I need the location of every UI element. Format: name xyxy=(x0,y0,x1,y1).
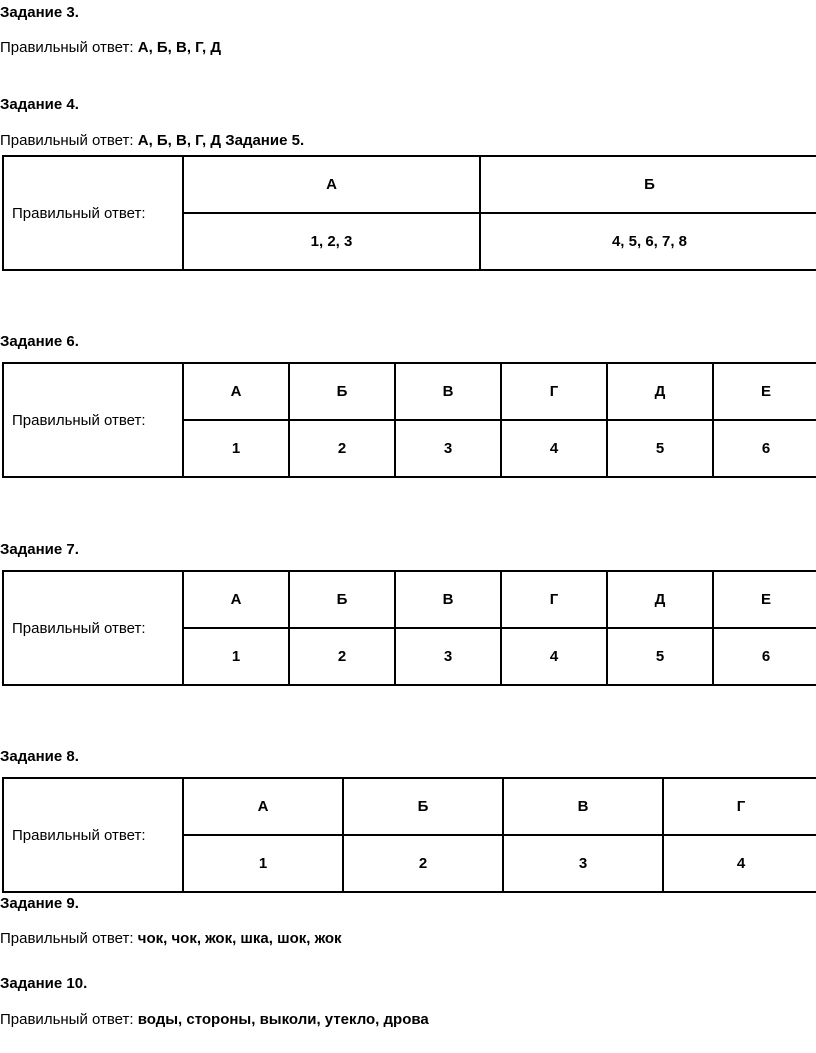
task9-answer-line xyxy=(0,930,342,947)
task8-label: Правильный ответ: xyxy=(3,778,183,892)
task8-value-cell: 3 xyxy=(503,835,663,892)
task7-header-cell: Б xyxy=(289,571,395,628)
task7-value-cell: 4 xyxy=(501,628,607,685)
task6-value-cell: 6 xyxy=(713,420,816,477)
task6-title: Задание 6. xyxy=(0,333,79,350)
task8-header-cell: А xyxy=(183,778,343,835)
task3-answer-label: Правильный ответ: xyxy=(0,39,134,56)
task4-answer-label: Правильный ответ: xyxy=(0,132,134,149)
task6-header-cell: Д xyxy=(607,363,713,420)
task4-answer-line xyxy=(0,132,304,149)
task8-value-cell: 2 xyxy=(343,835,503,892)
task5-value-cell: 4, 5, 6, 7, 8 xyxy=(480,213,816,270)
task9-answer-label: Правильный ответ: xyxy=(0,930,134,947)
task7-label: Правильный ответ: xyxy=(3,571,183,685)
task6-header-cell: А xyxy=(183,363,289,420)
task7-header-cell: Г xyxy=(501,571,607,628)
task5-table xyxy=(2,155,816,271)
task7-value-cell: 2 xyxy=(289,628,395,685)
task6-value-cell: 4 xyxy=(501,420,607,477)
task5-header-cell: Б xyxy=(480,156,816,213)
task7-header-cell: Е xyxy=(713,571,816,628)
task4-answer-value: А, Б, В, Г, Д xyxy=(137,132,222,149)
task6-value-cell: 5 xyxy=(607,420,713,477)
task6-value-cell: 2 xyxy=(289,420,395,477)
task5-header-cell: А xyxy=(183,156,480,213)
task8-title: Задание 8. xyxy=(0,748,79,765)
task7-value-cell: 6 xyxy=(713,628,816,685)
task7-header-cell: Д xyxy=(607,571,713,628)
task8-value-cell: 4 xyxy=(663,835,816,892)
task8-value-cell: 1 xyxy=(183,835,343,892)
task8-header-cell: Б xyxy=(343,778,503,835)
task10-answer-line xyxy=(0,1011,429,1028)
task7-table xyxy=(2,570,816,686)
task9-title: Задание 9. xyxy=(0,895,79,912)
task8-table xyxy=(2,777,816,893)
task7-value-cell: 5 xyxy=(607,628,713,685)
task4-title: Задание 4. xyxy=(0,96,79,113)
task3-answer-value: А, Б, В, Г, Д xyxy=(137,39,222,56)
task6-table xyxy=(2,362,816,478)
task8-header-cell: Г xyxy=(663,778,816,835)
task7-value-cell: 1 xyxy=(183,628,289,685)
task10-title: Задание 10. xyxy=(0,975,88,992)
task6-header-cell: Е xyxy=(713,363,816,420)
task9-answer-value: чок, чок, жок, шка, шок, жок xyxy=(137,930,342,947)
task5-label: Правильный ответ: xyxy=(3,156,183,270)
task3-answer-line xyxy=(0,39,221,56)
task7-value-cell: 3 xyxy=(395,628,501,685)
task7-header-cell: А xyxy=(183,571,289,628)
task6-header-cell: В xyxy=(395,363,501,420)
task8-header-cell: В xyxy=(503,778,663,835)
task6-value-cell: 3 xyxy=(395,420,501,477)
task3-title: Задание 3. xyxy=(0,4,79,21)
task5-title: Задание 5. xyxy=(225,132,305,149)
task10-answer-label: Правильный ответ: xyxy=(0,1011,134,1028)
task10-answer-value: воды, стороны, выколи, утекло, дрова xyxy=(137,1011,429,1028)
task6-value-cell: 1 xyxy=(183,420,289,477)
task6-label: Правильный ответ: xyxy=(3,363,183,477)
task6-header-cell: Г xyxy=(501,363,607,420)
task7-header-cell: В xyxy=(395,571,501,628)
task5-value-cell: 1, 2, 3 xyxy=(183,213,480,270)
task6-header-cell: Б xyxy=(289,363,395,420)
task7-title: Задание 7. xyxy=(0,541,79,558)
